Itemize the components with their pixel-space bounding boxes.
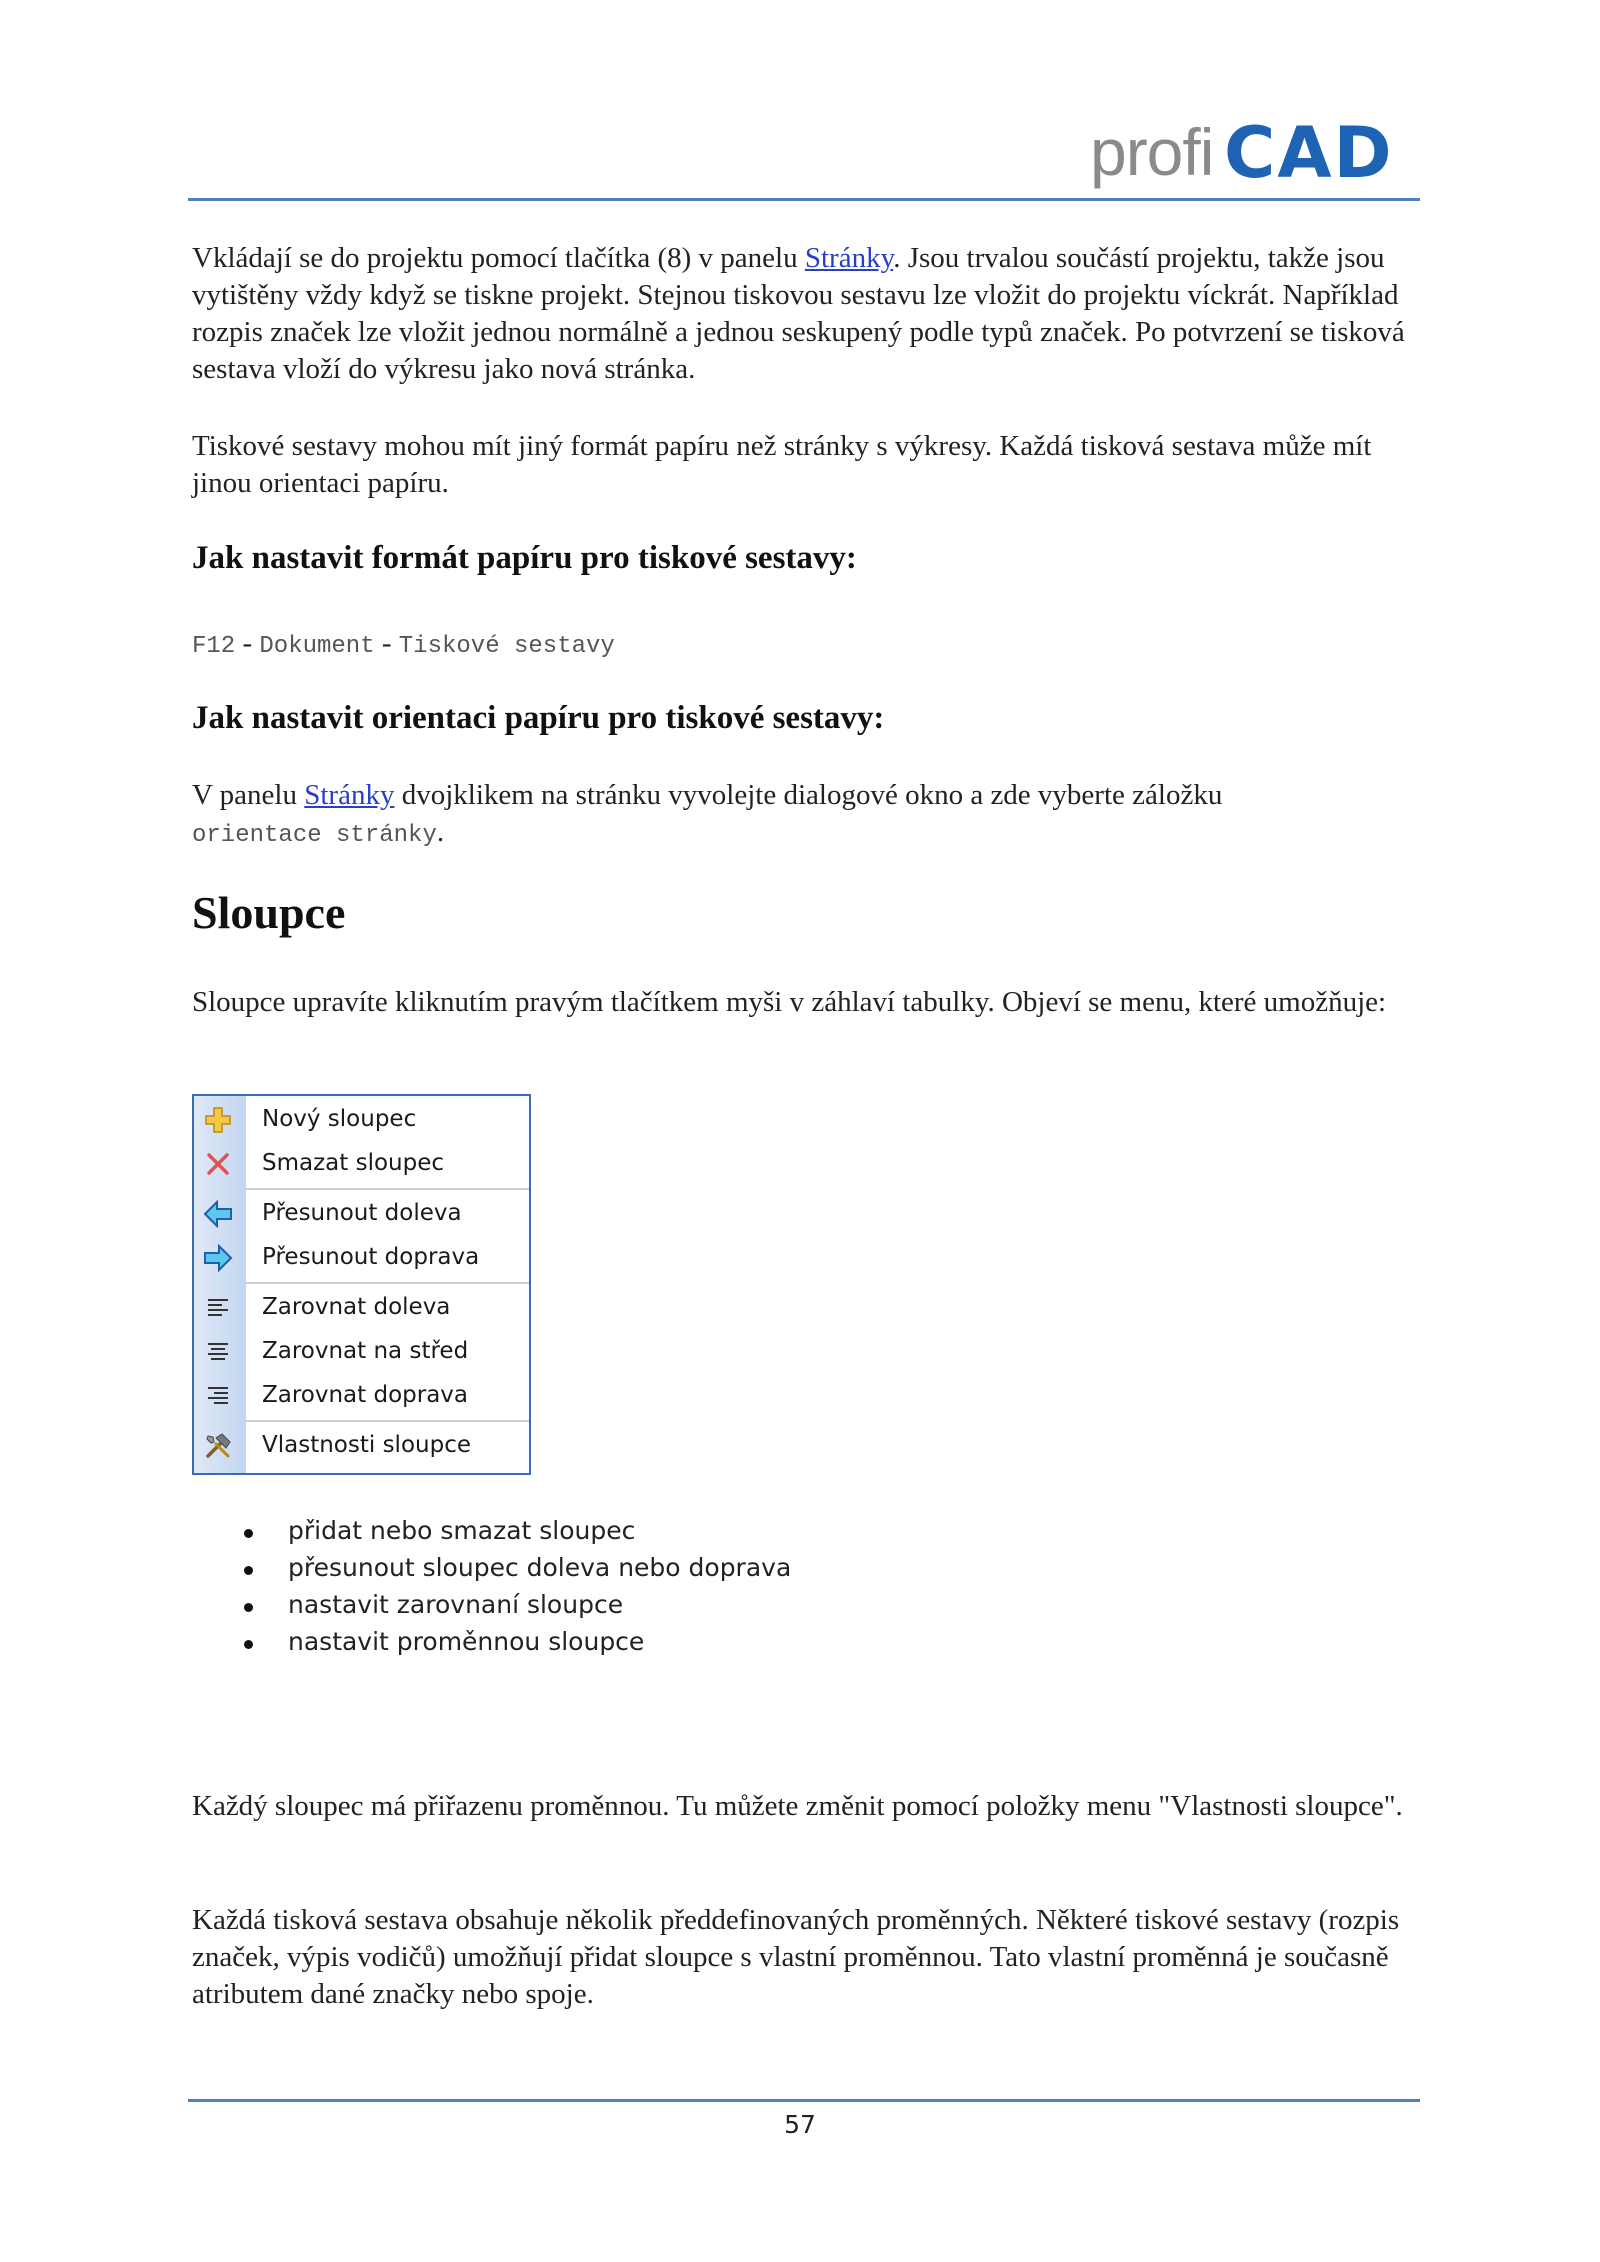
variable-paragraph: Každý sloupec má přiřazenu proměnnou. Tu můžete změnit pomocí položky menu "Vlastnosti sloupce".: [192, 1790, 1403, 1822]
align-left-icon: [202, 1292, 234, 1324]
menu-item-label: Přesunout doleva: [262, 1200, 462, 1226]
list-item: přidat nebo smazat sloupec: [240, 1516, 791, 1553]
menu-item-column-properties[interactable]: [194, 1424, 529, 1468]
path-separator: -: [374, 627, 399, 659]
proficad-logo: [1090, 108, 1420, 194]
delete-x-icon: [202, 1148, 234, 1180]
align-right-icon: [202, 1380, 234, 1412]
orientation-end: .: [436, 816, 445, 848]
orientation-paragraph: [192, 777, 1412, 854]
predefined-variables-paragraph: Každá tisková sestava obsahuje několik předdefinovaných proměnných. Některé tiskové sestavy (rozpis značek, výpis vodičů) umožňují přidat sloupce s vlastní proměnnou. Tato vlastní proměnná je současně atributem dané značky nebo spoje.: [192, 1904, 1400, 2010]
link-stranky[interactable]: Stránky: [804, 242, 894, 274]
list-item: nastavit proměnnou sloupce: [240, 1627, 791, 1664]
menu-item-label: Zarovnat doprava: [262, 1382, 469, 1408]
path-dokument: Dokument: [259, 633, 375, 660]
menu-item-new-column[interactable]: [194, 1098, 529, 1142]
intro-text-after: . Jsou trvalou součástí projektu, takže jsou vytištěny vždy když se tiskne projekt. Stejnou tiskovou sestavu lze vložit do projektu víckrát. Například rozpis značek lze vložit jednou normálně a jednou seskupený podle typů značek. Po potvrzení se tisková sestava vloží do výkresu jako nová stránka.: [192, 242, 1405, 385]
tools-icon: [202, 1430, 234, 1462]
menu-path: [192, 625, 1412, 665]
menu-item-move-right[interactable]: [194, 1236, 529, 1280]
menu-item-align-right[interactable]: [194, 1374, 529, 1418]
menu-separator: [246, 1420, 529, 1422]
page-number: 57: [784, 2110, 816, 2139]
list-item: nastavit zarovnaní sloupce: [240, 1590, 791, 1627]
column-context-menu: [192, 1094, 531, 1475]
footer-rule: [188, 2099, 1420, 2102]
menu-item-label: Smazat sloupec: [262, 1150, 445, 1176]
section-title-sloupce: Sloupce: [192, 887, 346, 938]
menu-item-label: Zarovnat na střed: [262, 1338, 469, 1364]
menu-item-delete-column[interactable]: [194, 1142, 529, 1186]
columns-intro: Sloupce upravíte kliknutím pravým tlačítkem myši v záhlaví tabulky. Objeví se menu, které umožňuje:: [192, 986, 1387, 1018]
heading-paper-orientation: Jak nastavit orientaci papíru pro tiskové sestavy:: [192, 700, 885, 736]
intro-paragraph-1: [192, 240, 1412, 388]
path-tiskove-sestavy: Tiskové sestavy: [398, 633, 615, 660]
menu-item-align-left[interactable]: [194, 1286, 529, 1330]
menu-item-label: Vlastnosti sloupce: [262, 1432, 471, 1458]
path-f12: F12: [192, 633, 236, 660]
menu-item-label: Zarovnat doleva: [262, 1294, 451, 1320]
menu-item-move-left[interactable]: [194, 1192, 529, 1236]
menu-item-align-center[interactable]: [194, 1330, 529, 1374]
plus-icon: [202, 1104, 234, 1136]
logo-profi-text: profi: [1090, 115, 1214, 189]
list-item: přesunout sloupec doleva nebo doprava: [240, 1553, 791, 1590]
orientation-text-before: V panelu: [192, 779, 305, 811]
capabilities-list: [240, 1516, 791, 1664]
logo-cad-text: CAD: [1224, 112, 1394, 194]
menu-separator: [246, 1282, 529, 1284]
header-rule: [188, 198, 1420, 201]
menu-item-label: Nový sloupec: [262, 1106, 417, 1132]
menu-separator: [246, 1188, 529, 1190]
link-stranky-2[interactable]: Stránky: [304, 779, 395, 811]
intro-paragraph-2: Tiskové sestavy mohou mít jiný formát papíru než stránky s výkresy. Každá tisková sestava může mít jinou orientaci papíru.: [192, 430, 1372, 499]
intro-text-before: Vkládají se do projektu pomocí tlačítka (8) v panelu: [192, 242, 805, 274]
orientation-text-after: dvojklikem na stránku vyvolejte dialogové okno a zde vyberte záložku: [394, 779, 1223, 811]
menu-item-label: Přesunout doprava: [262, 1244, 480, 1270]
heading-paper-format: Jak nastavit formát papíru pro tiskové sestavy:: [192, 540, 857, 576]
align-center-icon: [202, 1336, 234, 1368]
arrow-right-icon: [202, 1242, 234, 1274]
path-separator: -: [235, 627, 260, 659]
orientation-tab-name: orientace stránky: [192, 822, 437, 849]
arrow-left-icon: [202, 1198, 234, 1230]
